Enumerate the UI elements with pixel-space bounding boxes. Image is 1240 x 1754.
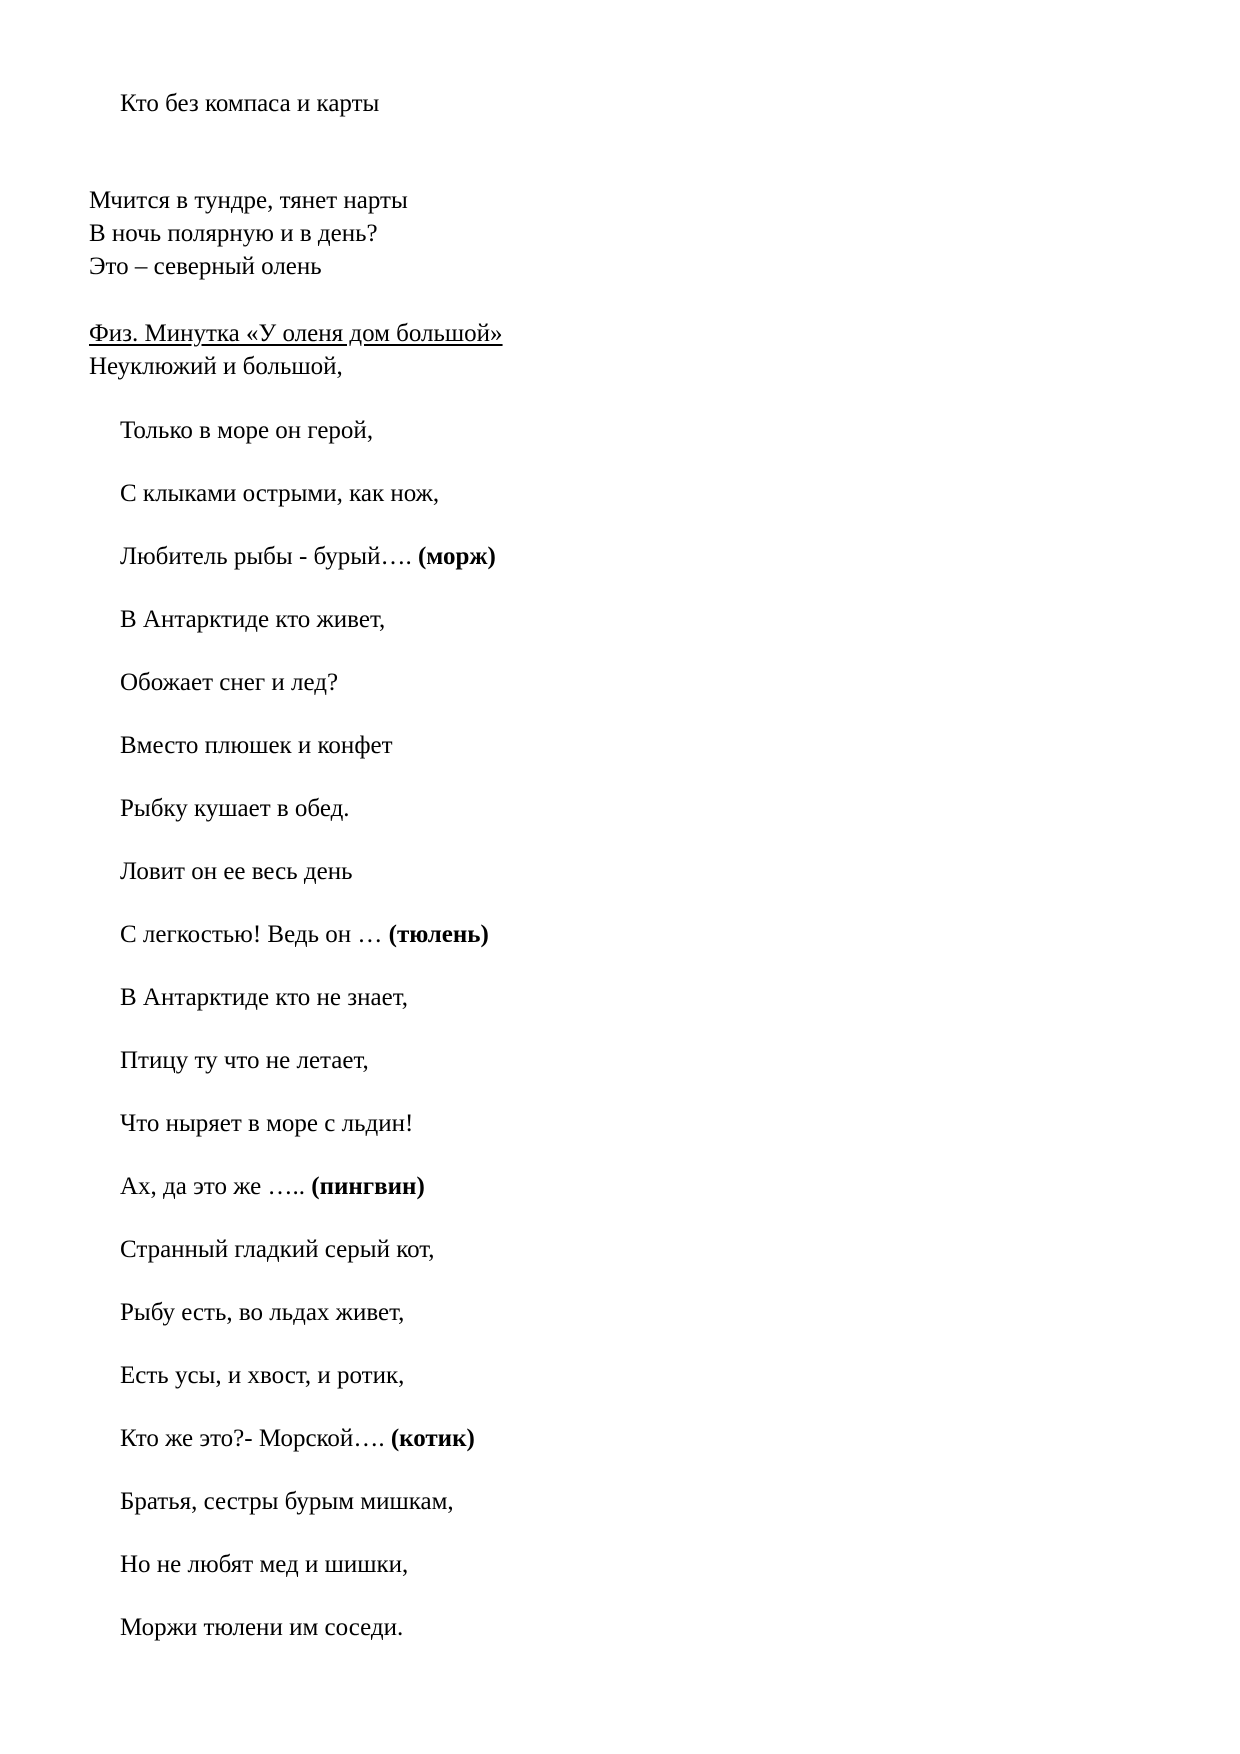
- riddle-text: Кто же это?- Морской….: [120, 1425, 391, 1452]
- riddle-line: Моржи тюлени им соседи.: [120, 1614, 404, 1641]
- riddle-answer: (морж): [417, 543, 496, 570]
- riddle-line: Это – северный олень: [89, 253, 322, 280]
- riddle-line: Мчится в тундре, тянет нарты: [89, 187, 408, 214]
- exercise-heading: Физ. Минутка «У оленя дом большой»: [89, 320, 503, 347]
- riddle-line: Но не любят мед и шишки,: [120, 1551, 409, 1578]
- riddle-line: В Антарктиде кто живет,: [120, 606, 386, 633]
- riddle-answer-line: [120, 920, 489, 950]
- riddle-line: Есть усы, и хвост, и ротик,: [120, 1362, 405, 1389]
- riddle-answer: (тюлень): [388, 921, 489, 948]
- riddle-line: Кто без компаса и карты: [120, 90, 380, 117]
- riddle-line: Вместо плюшек и конфет: [120, 732, 393, 759]
- riddle-answer-line: [120, 1424, 475, 1454]
- riddle-line: С клыками острыми, как нож,: [120, 480, 440, 507]
- riddle-line: В ночь полярную и в день?: [89, 220, 378, 247]
- riddle-answer-line: [120, 1172, 425, 1202]
- riddle-text: С легкостью! Ведь он …: [120, 921, 389, 948]
- riddle-line: Что ныряет в море с льдин!: [120, 1110, 414, 1137]
- riddle-line: Птицу ту что не летает,: [120, 1047, 369, 1074]
- riddle-line: Рыбку кушает в обед.: [120, 795, 350, 822]
- riddle-line: Братья, сестры бурым мишкам,: [120, 1488, 454, 1515]
- riddle-line: Рыбу есть, во льдах живет,: [120, 1299, 405, 1326]
- riddle-line: Ловит он ее весь день: [120, 858, 353, 885]
- riddle-line: В Антарктиде кто не знает,: [120, 984, 409, 1011]
- riddle-line: Неуклюжий и большой,: [89, 353, 343, 380]
- riddle-line: Обожает снег и лед?: [120, 669, 339, 696]
- riddle-line: Только в море он герой,: [120, 417, 374, 444]
- riddle-text: Ах, да это же …..: [120, 1173, 312, 1200]
- riddle-text: Любитель рыбы - бурый….: [120, 543, 418, 570]
- riddle-line: Странный гладкий серый кот,: [120, 1236, 435, 1263]
- riddle-answer-line: [120, 542, 496, 572]
- riddle-answer: (котик): [390, 1425, 475, 1452]
- riddle-answer: (пингвин): [311, 1173, 425, 1200]
